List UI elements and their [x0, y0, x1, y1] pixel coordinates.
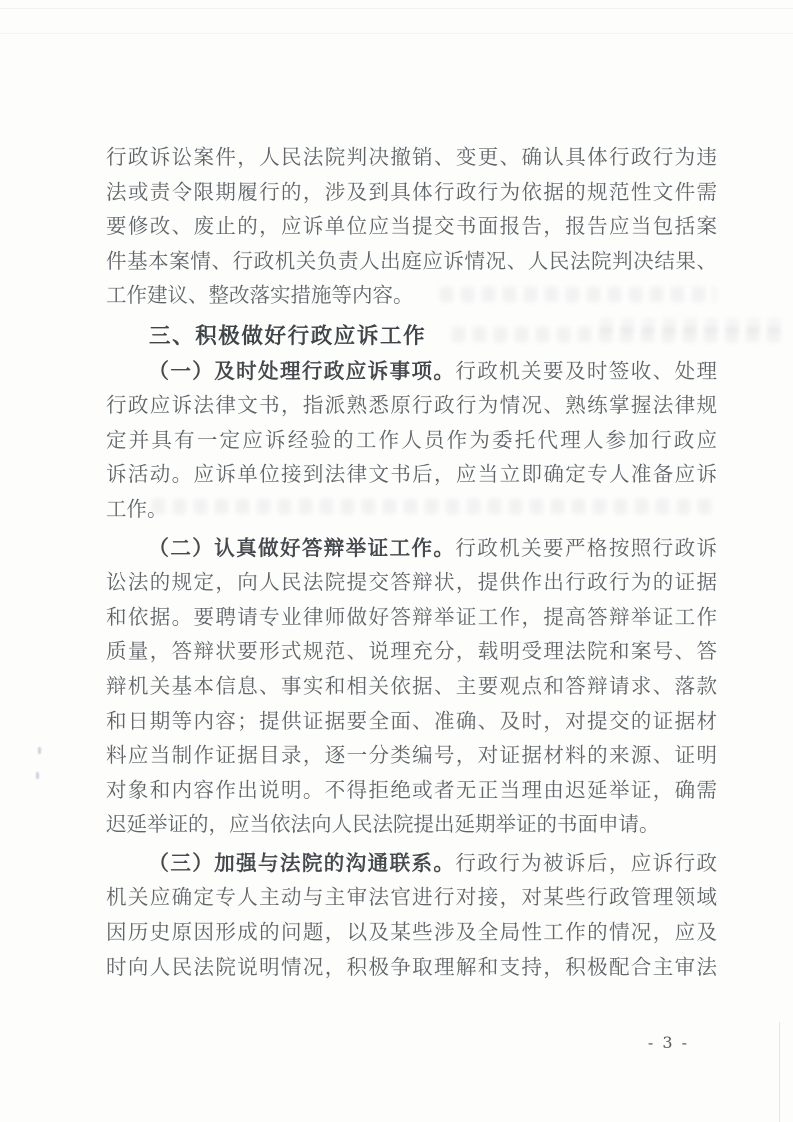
document-body	[106, 141, 717, 985]
text-line: 质量，答辩状要形式规范、说理充分，载明受理法院和案号、答	[106, 641, 717, 664]
bold-lead: （二）认真做好答辩举证工作。	[147, 537, 456, 560]
text-line: 对象和内容作出说明。不得拒绝或者无正当理由迟延举证，确需	[106, 779, 717, 802]
text-line: 工作。	[106, 498, 168, 521]
text-line: 和日期等内容；提供证据要全面、准确、及时，对提交的证据材	[106, 710, 717, 733]
text-line: 诉活动。应诉单位接到法律文书后，应当立即确定专人准备应诉	[106, 464, 717, 487]
bold-lead: （三）加强与法院的沟通联系。	[147, 852, 456, 875]
scan-artifact	[0, 8, 793, 9]
text-line: 迟延举证的，应当依法向人民法院提出延期举证的书面申请。	[106, 814, 660, 837]
text-line: （三）加强与法院的沟通联系。行政行为被诉后，应诉行政	[147, 852, 718, 875]
text-line: 件基本案情、行政机关负责人出庭应诉情况、人民法院判决结果、	[106, 250, 717, 273]
text-line: 料应当制作证据目录，逐一分类编号，对证据材料的来源、证明	[106, 745, 717, 768]
text-line: 讼法的规定，向人民法院提交答辩状，提供作出行政行为的证据	[106, 572, 717, 595]
paragraph-continued-from-previous-page	[106, 141, 717, 314]
paragraph-item-3	[106, 847, 717, 985]
text-line: 定并具有一定应诉经验的工作人员作为委托代理人参加行政应	[106, 429, 717, 452]
text-line: 行政应诉法律文书，指派熟悉原行政行为情况、熟练掌握法律规	[106, 395, 717, 418]
scan-artifact	[0, 33, 793, 34]
text-line: （二）认真做好答辩举证工作。行政机关要严格按照行政诉	[147, 537, 718, 560]
text-line: 因历史原因形成的问题，以及某些涉及全局性工作的情况，应及	[106, 922, 717, 945]
page-number: - 3 -	[647, 1033, 689, 1052]
text-line: 行政诉讼案件，人民法院判决撤销、变更、确认具体行政行为违	[106, 147, 717, 169]
scan-artifact	[38, 747, 41, 754]
paragraph-item-2	[106, 532, 717, 843]
scan-artifact	[779, 1022, 780, 1122]
text-line: 法或责令限期履行的，涉及到具体行政行为依据的规范性文件需	[106, 181, 717, 204]
text-line: 辩机关基本信息、事实和相关依据、主要观点和答辩请求、落款	[106, 675, 717, 698]
text-line: 和依据。要聘请专业律师做好答辩举证工作，提高答辩举证工作	[106, 606, 717, 629]
text-line: （一）及时处理行政应诉事项。行政机关要及时签收、处理	[147, 360, 718, 383]
text-line: 机关应确定专人主动与主审法官进行对接，对某些行政管理领域	[106, 887, 717, 910]
paragraph-item-1	[106, 355, 717, 528]
section-heading-3: 三、积极做好行政应诉工作	[149, 323, 427, 349]
bold-lead: （一）及时处理行政应诉事项。	[147, 360, 456, 383]
scan-artifact	[36, 772, 39, 779]
text-line: 时向人民法院说明情况，积极争取理解和支持，积极配合主审法	[106, 956, 717, 979]
text-line: 要修改、废止的，应诉单位应当提交书面报告，报告应当包括案	[106, 216, 717, 239]
text-line: 工作建议、整改落实措施等内容。	[106, 285, 414, 308]
